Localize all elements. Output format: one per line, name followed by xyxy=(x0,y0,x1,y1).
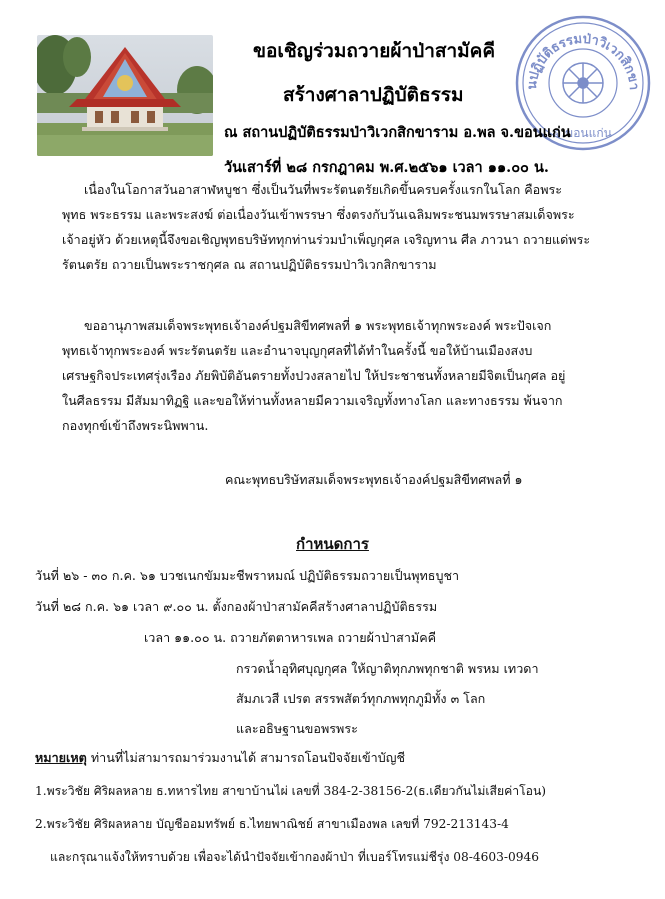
schedule-row: วันที่ ๒๘ ก.ค. ๖๑ เวลา ๙.๐๐ น. ตั้งกองผ้าป่าสามัคคีสร้างศาลาปฏิบัติธรรม xyxy=(35,599,438,614)
text-line: พุทธ พระธรรม และพระสงฆ์ ต่อเนื่องวันเข้าพรรษา ซึ่งตรงกับวันเฉลิมพระชนมพรรษาสมเด็จพระ xyxy=(62,207,575,222)
intro-paragraph xyxy=(62,177,642,277)
svg-text:จ.ขอนแก่น: จ.ขอนแก่น xyxy=(554,126,612,140)
note-text: ท่านที่ไม่สามารถมาร่วมงานได้ สามารถโอนปัจจัยเข้าบัญชี xyxy=(86,750,405,765)
text-line: รัตนตรัย ถวายเป็นพระราชกุศล ณ สถานปฏิบัติธรรมป่าวิเวกสิกขาราม xyxy=(62,257,437,272)
schedule-row: และอธิษฐานขอพรพระ xyxy=(236,721,358,736)
schedule-row: เวลา ๑๑.๐๐ น. ถวายภัตตาหารเพล ถวายผ้าป่าสามัคคี xyxy=(144,630,437,645)
text-line: พุทธเจ้าทุกพระองค์ พระรัตนตรัย และอำนาจบุญกุศลที่ได้ทำในครั้งนี้ ขอให้บ้านเมืองสงบ xyxy=(62,343,533,358)
text-line: เจ้าอยู่หัว ด้วยเหตุนี้จึงขอเชิญพุทธบริษัททุกท่านร่วมบำเพ็ญกุศล เจริญทาน ศีล ภาวนา ถวายแด่พระ xyxy=(62,232,591,247)
schedule-row: กรวดน้ำอุทิศบุญกุศล ให้ญาติทุกภพทุกชาติ พรหม เทวดา xyxy=(236,661,539,676)
bank-account-2: 2.พระวิชัย ศิริผลหลาย บัญชีออมทรัพย์ ธ.ไทยพาณิชย์ สาขาเมืองพล เลขที่ 792-213143-4 xyxy=(35,817,509,831)
schedule-row: วันที่ ๒๖ - ๓๐ ก.ค. ๖๑ บวชเนกขัมมะชีพราหมณ์ ปฏิบัติธรรมถวายเป็นพุทธบูชา xyxy=(35,568,460,583)
bank-account-1: 1.พระวิชัย ศิริผลหลาย ธ.ทหารไทย สาขาบ้านไผ่ เลขที่ 384-2-38156-2(ธ.เดียวกันไม่เสียค่าโอน) xyxy=(35,784,547,798)
temple-hall-photo xyxy=(37,35,213,156)
text-line: เนื่องในโอกาสวันอาสาฬหบูชา ซึ่งเป็นวันที่พระรัตนตรัยเกิดขึ้นครบครั้งแรกในโลก คือพระ xyxy=(84,182,563,197)
note-line xyxy=(35,748,405,768)
schedule-heading: กำหนดการ xyxy=(296,535,369,553)
event-date: วันเสาร์ที่ ๒๘ กรกฎาคม พ.ศ.๒๕๖๑ เวลา ๑๑.๐๐ น. xyxy=(224,159,549,176)
note-label: หมายเหตุ xyxy=(35,750,87,765)
text-line: ขออานุภาพสมเด็จพระพุทธเจ้าองค์ปฐมสิขีทศพลที่ ๑ พระพุทธเจ้าทุกพระองค์ พระปัจเจก xyxy=(84,318,552,333)
dharma-wheel-icon xyxy=(563,63,603,103)
event-place: ณ สถานปฏิบัติธรรมป่าวิเวกสิกขาราม อ.พล จ.ขอนแก่น xyxy=(224,124,571,141)
contact-line: และกรุณาแจ้งให้ทราบด้วย เพื่อจะได้นำปัจจัยเข้ากองผ้าป่า ที่เบอร์โทรแม่ชีรุ่ง 08-4603-0946 xyxy=(50,850,540,864)
sub-title: สร้างศาลาปฏิบัติธรรม xyxy=(283,84,464,106)
signature: คณะพุทธบริษัทสมเด็จพระพุทธเจ้าองค์ปฐมสิขีทศพลที่ ๑ xyxy=(225,472,523,487)
text-line: ในศีลธรรม มีสัมมาทิฏฐิ และขอให้ท่านทั้งหลายมีความเจริญทั้งทางโลก และทางธรรม พ้นจาก xyxy=(62,393,563,408)
main-title: ขอเชิญร่วมถวายผ้าป่าสามัคคี xyxy=(253,40,496,62)
text-line: เศรษฐกิจประเทศรุ่งเรือง ภัยพิบัติอันตรายทั้งปวงสลายไป ให้ประชาชนทั้งหลายมีจิตเป็นกุศล อยู่ xyxy=(62,368,566,383)
svg-text:สถานปฏิบัติธรรมป่าวิเวกสิกขารา: นปฏิบัติธรรมป่าวิเวกสิกขา xyxy=(524,31,642,91)
text-line: กองทุกข์เข้าถึงพระนิพพาน. xyxy=(62,418,209,433)
blessing-paragraph xyxy=(62,313,642,438)
schedule-row: สัมภเวสี เปรต สรรพสัตว์ทุกภพทุกภูมิทั้ง ๓ โลก xyxy=(236,691,486,706)
